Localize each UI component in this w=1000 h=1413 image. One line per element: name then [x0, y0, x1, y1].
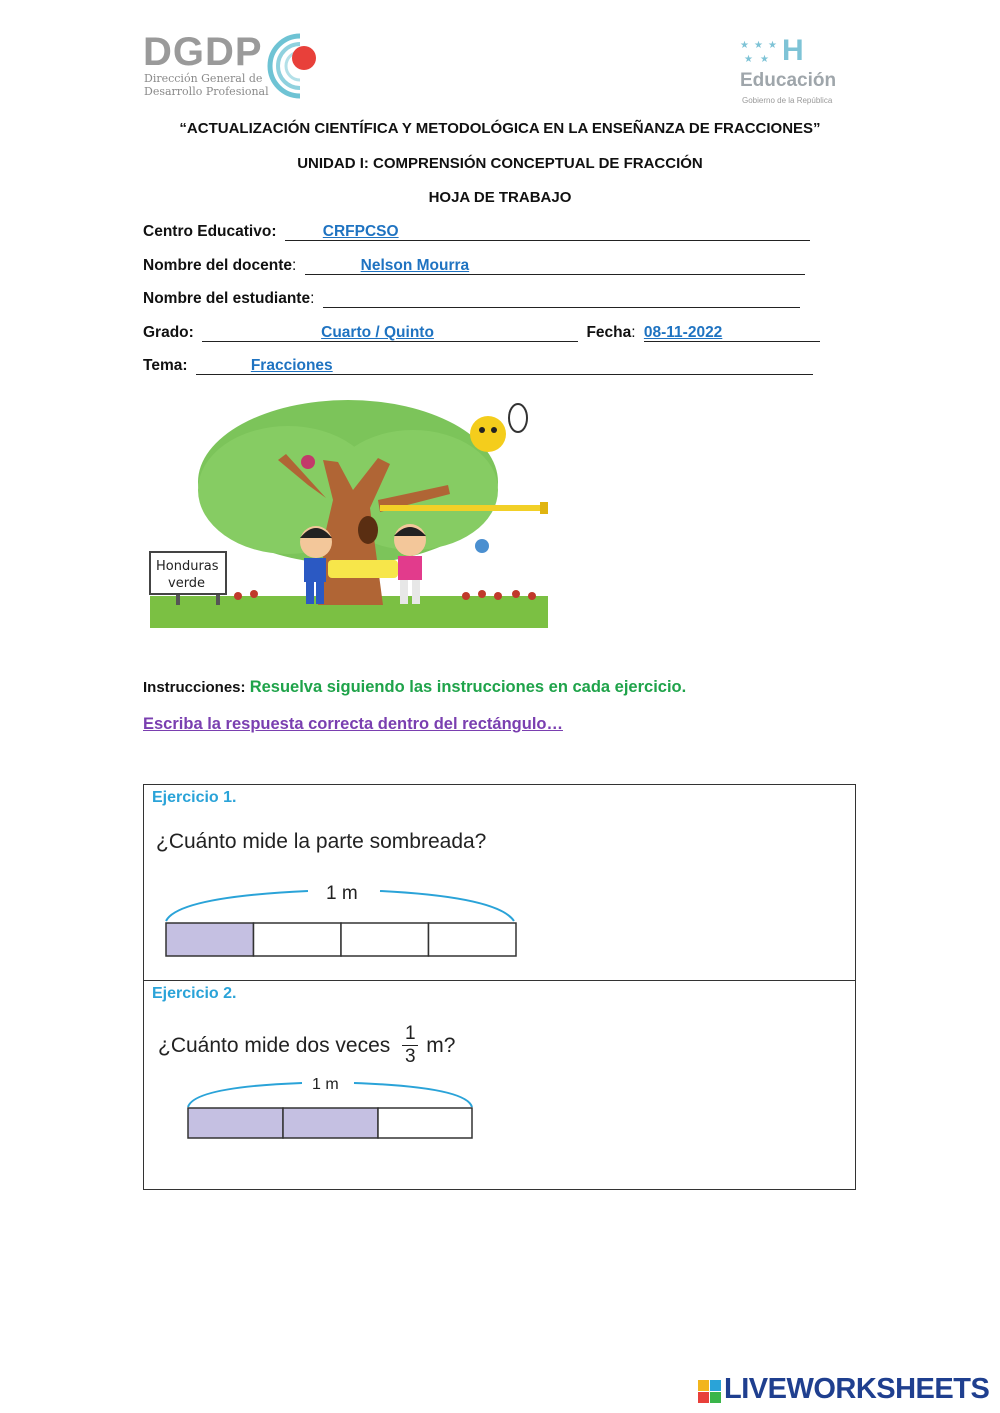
tema-label: Tema: — [143, 357, 188, 374]
estudiante-colon: : — [310, 290, 315, 307]
centro-row — [143, 223, 810, 241]
bar-part-shaded — [283, 1108, 378, 1138]
exercise-1-bar-diagram — [158, 877, 528, 967]
fecha-field[interactable] — [644, 324, 820, 342]
exercise-1-title: Ejercicio 1. — [152, 789, 237, 806]
exercise-2-question-unit: m? — [426, 1033, 456, 1057]
liveworksheets-brand: LIVEWORKSHEETS — [724, 1373, 990, 1405]
dgdp-subtitle-line2: Desarrollo Profesional — [144, 85, 269, 98]
fraction-denominator: 3 — [405, 1046, 416, 1067]
sign-line2: verde — [168, 576, 206, 591]
estudiante-label: Nombre del estudiante — [143, 290, 311, 307]
exercise-1-measure-label: 1 m — [326, 883, 358, 904]
dgdp-logo-icon — [266, 32, 322, 100]
sheet-title: HOJA DE TRABAJO — [428, 189, 572, 206]
dgdp-logo-subtitle — [144, 72, 269, 98]
exercise-1-bar-parts — [166, 923, 516, 956]
docente-value: Nelson Mourra — [360, 257, 470, 274]
dgdp-subtitle-line1: Dirección General de — [144, 72, 263, 85]
sign-line1: Honduras — [156, 559, 219, 574]
dgdp-logo-text: DGDP — [143, 30, 263, 74]
instructions-note: Escriba la respuesta correcta dentro del rectángulo… — [143, 715, 563, 733]
instructions — [143, 678, 686, 697]
tema-value: Fracciones — [250, 357, 333, 374]
exercise-2-question-text: ¿Cuánto mide dos veces — [158, 1033, 391, 1057]
instructions-text: Resuelva siguiendo las instrucciones en cada ejercicio. — [249, 678, 687, 696]
bar-part — [429, 923, 517, 956]
exercise-2-box — [143, 980, 856, 1190]
grado-field[interactable] — [202, 324, 578, 342]
exercise-1-question: ¿Cuánto mide la parte sombreada? — [156, 830, 487, 853]
tree-illustration — [148, 390, 550, 630]
docente-field[interactable] — [305, 257, 805, 275]
svg-text:★: ★ — [768, 40, 777, 51]
fecha-colon: : — [631, 324, 636, 341]
centro-value: CRFPCSO — [322, 223, 399, 240]
bar-part-shaded — [188, 1108, 283, 1138]
fraction-numerator: 1 — [405, 1023, 416, 1044]
grado-row — [143, 324, 820, 342]
bar-part-shaded — [166, 923, 254, 956]
exercise-2-bar-parts — [188, 1108, 472, 1138]
unit-title: UNIDAD I: COMPRENSIÓN CONCEPTUAL DE FRACCIÓN — [297, 155, 703, 172]
bar-part — [378, 1108, 472, 1138]
grado-value: Cuarto / Quinto — [321, 324, 434, 341]
docente-colon: : — [292, 257, 297, 274]
tema-field[interactable] — [196, 357, 813, 375]
exercise-2-measure-label: 1 m — [312, 1076, 339, 1093]
estudiante-field[interactable] — [323, 290, 800, 308]
liveworksheets-logo-icon — [698, 1380, 722, 1404]
centro-field[interactable] — [285, 223, 810, 241]
tema-row — [143, 357, 813, 375]
grado-label: Grado: — [143, 324, 194, 341]
education-logo-mark: H — [782, 34, 804, 67]
exercise-2-title: Ejercicio 2. — [152, 985, 237, 1002]
docente-label: Nombre del docente — [143, 257, 292, 274]
fraction — [402, 1023, 418, 1068]
instructions-label: Instrucciones: — [143, 679, 246, 696]
svg-text:★: ★ — [744, 54, 753, 65]
centro-label: Centro Educativo: — [143, 223, 277, 240]
education-logo-text: Educación — [740, 70, 837, 91]
education-logo-subtitle: Gobierno de la República — [742, 96, 833, 105]
exercise-2-question — [158, 1023, 455, 1068]
docente-row — [143, 257, 805, 275]
fecha-label: Fecha — [586, 324, 632, 341]
stars-icon — [740, 38, 782, 66]
fecha-value: 08-11-2022 — [643, 324, 723, 341]
svg-text:★: ★ — [754, 40, 763, 51]
bar-part — [254, 923, 342, 956]
exercise-2-bar-diagram — [184, 1073, 484, 1148]
estudiante-row — [143, 290, 800, 308]
bar-part — [341, 923, 429, 956]
svg-text:★: ★ — [760, 54, 769, 65]
svg-text:★: ★ — [740, 40, 749, 51]
document-title: “ACTUALIZACIÓN CIENTÍFICA Y METODOLÓGICA EN LA ENSEÑANZA DE FRACCIONES” — [179, 120, 821, 137]
exercise-1-box — [143, 784, 856, 981]
